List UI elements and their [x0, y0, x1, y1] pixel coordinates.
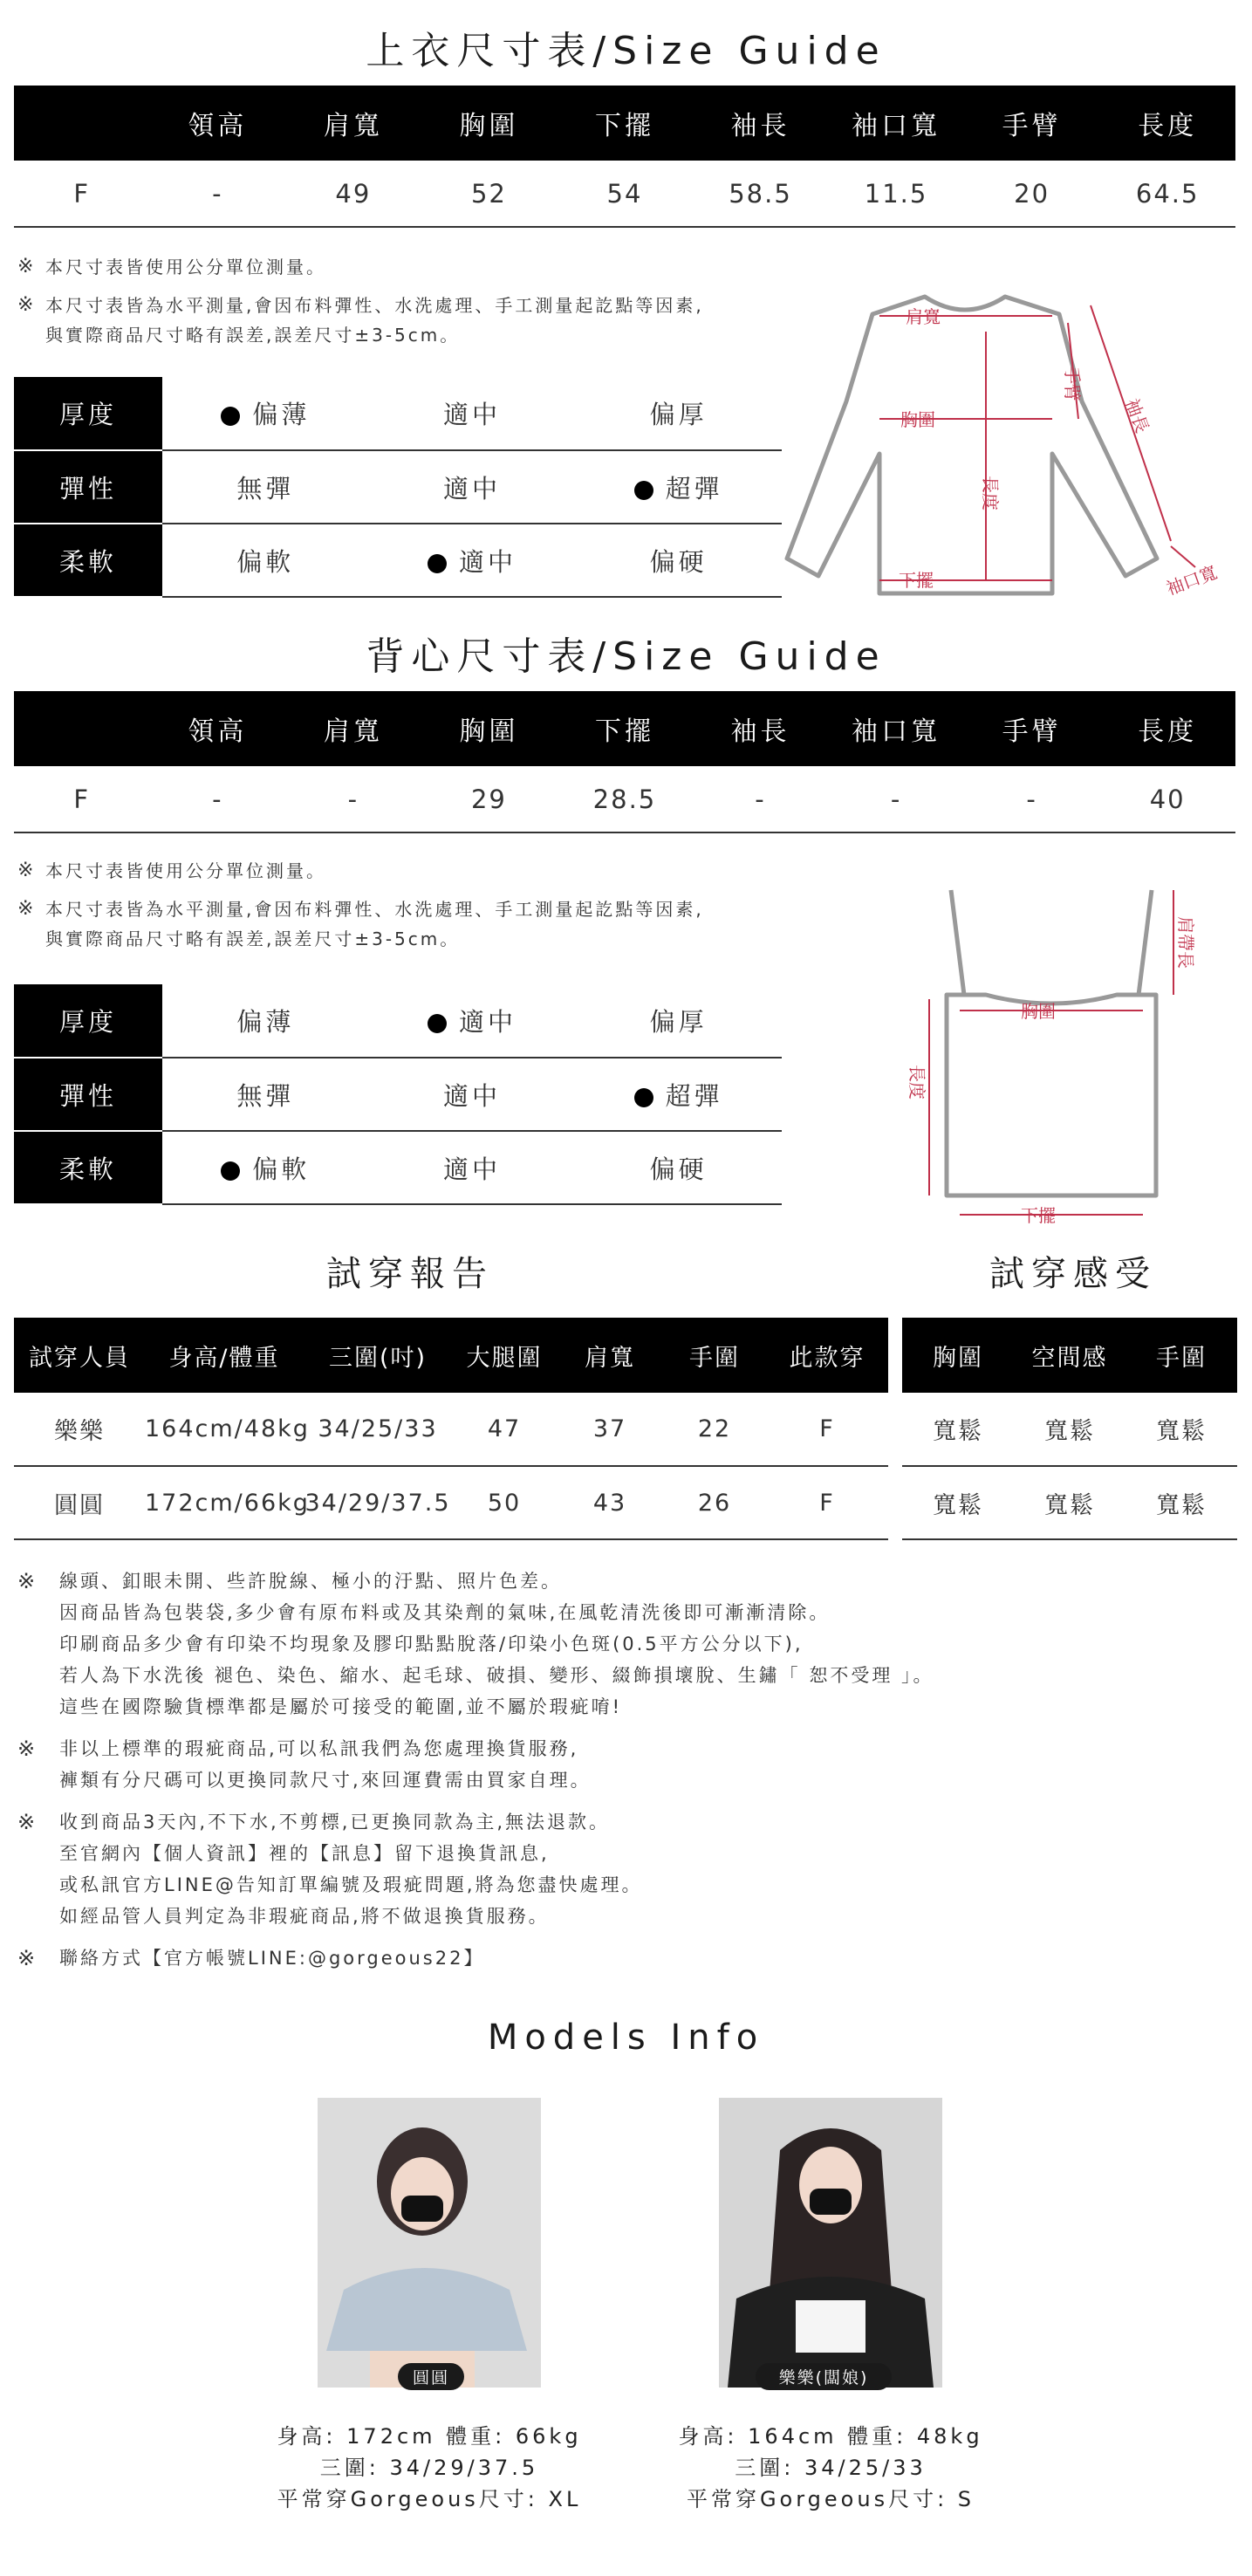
header-cell: [14, 86, 150, 161]
header-cell: 袖口寬: [828, 691, 964, 766]
vest-feel-table: [14, 984, 782, 1205]
table-cell: 寬鬆: [902, 1393, 1014, 1466]
feel-option: 偏硬: [575, 524, 782, 597]
table-row: [14, 1466, 888, 1539]
feel-option: 適中: [369, 984, 576, 1058]
table-row: [902, 1393, 1237, 1466]
table-cell: 40: [1099, 766, 1235, 832]
header-cell: 袖長: [693, 691, 829, 766]
top-feel-table: [14, 377, 782, 598]
table-cell: F: [766, 1466, 888, 1539]
trial-feeling-title: 試穿感受: [989, 1254, 1157, 1294]
selected-dot-icon: [221, 407, 240, 426]
table-cell: 37: [557, 1393, 663, 1466]
diagram-label-length: 長度: [907, 1065, 927, 1100]
header-cell: 大腿圍: [452, 1318, 557, 1393]
feel-label: 彈性: [14, 1058, 162, 1131]
table-cell: 172cm/66kg: [145, 1466, 304, 1539]
feel-option: 適中: [369, 377, 576, 450]
vest-notes: [17, 852, 704, 958]
table-cell: 64.5: [1099, 161, 1235, 227]
header-cell: 三圍(吋): [304, 1318, 452, 1393]
diagram-label-length: 長度: [980, 476, 1001, 510]
table-cell: 寬鬆: [1014, 1466, 1125, 1539]
note-mark: ※: [17, 256, 37, 277]
feel-option: 無彈: [162, 1058, 369, 1131]
table-cell: 11.5: [828, 161, 964, 227]
policy-item: ※ 聯絡方式【官方帳號LINE:@gorgeous22】: [17, 1946, 485, 1970]
feel-option: 超彈: [575, 450, 782, 524]
diagram-label-strap: 肩帶長: [1175, 916, 1196, 969]
feel-option: 偏薄: [162, 984, 369, 1058]
policy-item: ※ 非以上標準的瑕疵商品,可以私訊我們為您處理換貨服務, 褲類有分尺碼可以更換同款尺寸,來回運費需由買家自理。: [17, 1737, 592, 1791]
table-cell: -: [285, 766, 421, 832]
feel-option: 無彈: [162, 450, 369, 524]
feel-row: [14, 450, 782, 524]
header-cell: 長度: [1099, 86, 1235, 161]
selected-dot-icon: [634, 481, 653, 500]
feel-option: 適中: [369, 450, 576, 524]
table-cell: 樂樂: [14, 1393, 145, 1466]
table-cell: 47: [452, 1393, 557, 1466]
selected-dot-icon: [221, 1161, 240, 1181]
header-cell: 肩寬: [557, 1318, 663, 1393]
diagram-label-chest: 胸圍: [900, 409, 935, 430]
header-cell: 此款穿: [766, 1318, 888, 1393]
table-cell: 圓圓: [14, 1466, 145, 1539]
table-cell: -: [150, 766, 286, 832]
header-cell: 胸圍: [902, 1318, 1014, 1393]
note-text: 與實際商品尺寸略有誤差,誤差尺寸±3-5cm。: [45, 928, 461, 949]
feel-row: [14, 524, 782, 597]
vest-size-table: [14, 691, 1235, 833]
model-measurements: 三圍: 34/25/33: [735, 2456, 927, 2480]
top-notes: [17, 248, 704, 354]
feel-label: 柔軟: [14, 524, 162, 597]
table-row: [902, 1466, 1237, 1539]
header-cell: 肩寬: [285, 86, 421, 161]
feel-row: [14, 984, 782, 1058]
table-cell: 28.5: [557, 766, 693, 832]
trial-feeling-table: [902, 1318, 1237, 1540]
table-header-row: [902, 1318, 1237, 1393]
header-cell: 領高: [150, 86, 286, 161]
table-cell: 164cm/48kg: [145, 1393, 304, 1466]
table-cell: 50: [452, 1466, 557, 1539]
header-cell: 袖長: [693, 86, 829, 161]
policy-item: ※ 收到商品3天內,不下水,不剪標,已更換同款為主,無法退款。 至官網內【個人資訊】裡的【訊息】留下退換貨訊息, 或私訊官方LINE@告知訂單編號及瑕疵問題,將為您盡快處理。 如經品管人員判定為非瑕疵商品,將不做退換貨服務。: [17, 1810, 643, 1927]
note-text: 本尺寸表皆為水平測量,會因布料彈性、水洗處理、手工測量起訖點等因素,: [45, 899, 704, 920]
model-photo-image: [719, 2098, 942, 2388]
trial-report-table: [14, 1318, 888, 1540]
feel-row: [14, 377, 782, 450]
header-cell: 試穿人員: [14, 1318, 145, 1393]
model-name-badge: 圓圓: [398, 2363, 464, 2390]
table-cell: F: [14, 766, 150, 832]
selected-dot-icon: [428, 554, 447, 573]
diagram-label-shoulder: 肩寬: [906, 306, 941, 327]
feel-option: 適中: [369, 1131, 576, 1204]
feel-option: 偏厚: [575, 984, 782, 1058]
header-cell: 領高: [150, 691, 286, 766]
model-name-badge: 樂樂(闆娘): [756, 2363, 892, 2390]
table-cell: F: [14, 161, 150, 227]
feel-option: 超彈: [575, 1058, 782, 1131]
header-cell: 長度: [1099, 691, 1235, 766]
header-cell: 胸圍: [421, 691, 558, 766]
feel-label: 厚度: [14, 984, 162, 1058]
feel-label: 厚度: [14, 377, 162, 450]
diagram-label-hem: 下擺: [1021, 1205, 1056, 1226]
header-cell: 手臂: [964, 691, 1100, 766]
header-cell: 肩寬: [285, 691, 421, 766]
table-cell: -: [693, 766, 829, 832]
header-cell: [14, 691, 150, 766]
top-size-table: [14, 86, 1235, 228]
table-cell: 34/29/37.5: [304, 1466, 452, 1539]
table-cell: 寬鬆: [902, 1466, 1014, 1539]
model-height-weight: 身高: 164cm 體重: 48kg: [678, 2424, 983, 2449]
table-cell: 34/25/33: [304, 1393, 452, 1466]
table-cell: -: [828, 766, 964, 832]
model-photo-image: [318, 2098, 541, 2388]
note-text: 本尺寸表皆為水平測量,會因布料彈性、水洗處理、手工測量起訖點等因素,: [45, 295, 704, 316]
diagram-label-cuff: 袖口寬: [1163, 561, 1221, 599]
model-usual-size: 平常穿Gorgeous尺寸: S: [686, 2487, 975, 2511]
shirt-diagram-icon: [777, 279, 1230, 611]
feel-label: 柔軟: [14, 1131, 162, 1204]
diagram-label-arm: 手臂: [1062, 367, 1083, 401]
diagram-label-hem: 下擺: [899, 570, 934, 591]
selected-dot-icon: [428, 1014, 447, 1033]
model-height-weight: 身高: 172cm 體重: 66kg: [277, 2424, 582, 2449]
diagram-label-chest: 胸圍: [1021, 1001, 1056, 1022]
table-cell: 寬鬆: [1125, 1393, 1237, 1466]
feel-option: 偏軟: [162, 1131, 369, 1204]
header-cell: 袖口寬: [828, 86, 964, 161]
table-cell: F: [766, 1393, 888, 1466]
table-header-row: [14, 691, 1235, 766]
feel-row: [14, 1131, 782, 1204]
note-mark: ※: [17, 898, 37, 920]
model-info: [632, 2421, 1030, 2515]
feel-row: [14, 1058, 782, 1131]
table-header-row: [14, 1318, 888, 1393]
table-cell: 29: [421, 766, 558, 832]
vest-size-title: 背心尺寸表/Size Guide: [366, 634, 886, 679]
header-cell: 手圍: [1125, 1318, 1237, 1393]
header-cell: 下擺: [557, 691, 693, 766]
model-measurements: 三圍: 34/29/37.5: [319, 2456, 539, 2480]
table-row: [14, 1393, 888, 1466]
model-info: [230, 2421, 628, 2515]
table-cell: 寬鬆: [1014, 1393, 1125, 1466]
table-row: [14, 766, 1235, 832]
table-row: [14, 161, 1235, 227]
feel-option: 適中: [369, 1058, 576, 1131]
table-cell: 58.5: [693, 161, 829, 227]
feel-option: 偏薄: [162, 377, 369, 450]
top-size-title: 上衣尺寸表/Size Guide: [366, 29, 886, 73]
header-cell: 手臂: [964, 86, 1100, 161]
table-cell: 20: [964, 161, 1100, 227]
table-cell: 寬鬆: [1125, 1466, 1237, 1539]
table-cell: 49: [285, 161, 421, 227]
note-text: 本尺寸表皆使用公分單位測量。: [45, 860, 326, 881]
policy-item: ※ 線頭、釦眼未開、些許脫線、極小的汙點、照片色差。 因商品皆為包裝袋,多少會有原布料或及其染劑的氣味,在風乾清洗後即可漸漸清除。 印刷商品多少會有印染不均現象及膠印點點脫落/印染小色斑(0.5平方公分以下), 若人為下水洗後 褪色、染色、縮水、起毛球、破損、變形、綴飾損壞脫、生鏽「 恕不受理 」。 這些在國際驗貨標準都是屬於可接受的範圍,並不屬於瑕疵唷!: [17, 1569, 934, 1717]
table-cell: 26: [663, 1466, 766, 1539]
table-cell: 54: [557, 161, 693, 227]
feel-option: 適中: [369, 524, 576, 597]
feel-option: 偏軟: [162, 524, 369, 597]
model-photo: [719, 2098, 942, 2388]
table-cell: 43: [557, 1466, 663, 1539]
header-cell: 空間感: [1014, 1318, 1125, 1393]
table-cell: 22: [663, 1393, 766, 1466]
note-mark: ※: [17, 860, 37, 881]
header-cell: 下擺: [557, 86, 693, 161]
feel-label: 彈性: [14, 450, 162, 524]
header-cell: 胸圍: [421, 86, 558, 161]
diagram-label-sleeve: 袖長: [1121, 395, 1153, 436]
model-usual-size: 平常穿Gorgeous尺寸: XL: [277, 2487, 582, 2511]
note-text: 本尺寸表皆使用公分單位測量。: [45, 257, 326, 277]
feel-option: 偏硬: [575, 1131, 782, 1204]
models-title: Models Info: [487, 2018, 765, 2058]
model-photo: [318, 2098, 541, 2388]
table-header-row: [14, 86, 1235, 161]
table-cell: -: [964, 766, 1100, 832]
policy-notes: [17, 1565, 934, 1984]
header-cell: 身高/體重: [145, 1318, 304, 1393]
table-cell: -: [150, 161, 286, 227]
header-cell: 手圍: [663, 1318, 766, 1393]
vest-diagram-icon: [890, 881, 1221, 1230]
note-text: 與實際商品尺寸略有誤差,誤差尺寸±3-5cm。: [45, 325, 461, 346]
note-mark: ※: [17, 294, 37, 316]
feel-option: 偏厚: [575, 377, 782, 450]
trial-report-title: 試穿報告: [326, 1254, 494, 1294]
selected-dot-icon: [634, 1088, 653, 1107]
table-cell: 52: [421, 161, 558, 227]
